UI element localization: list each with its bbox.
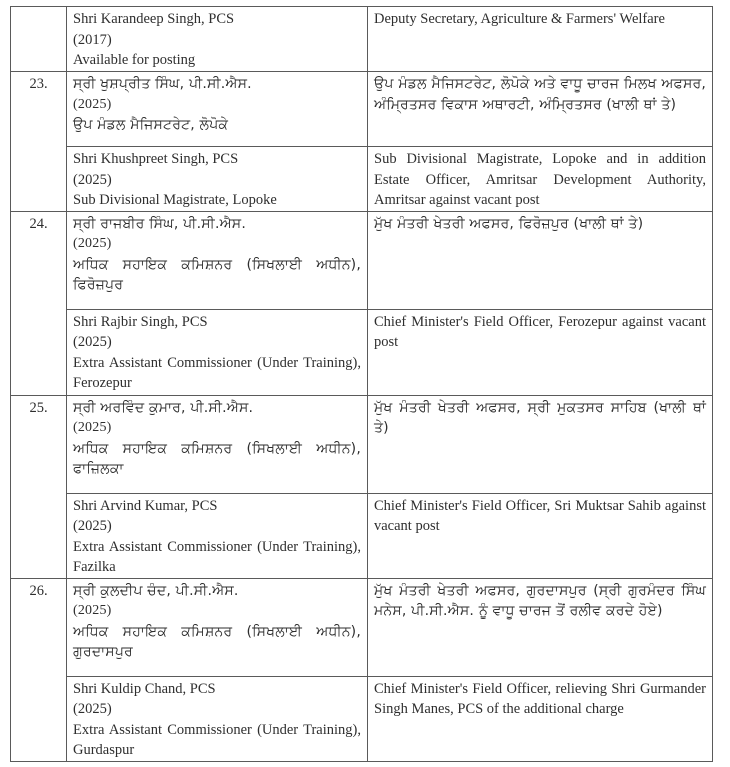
- serial-number: 23.: [11, 72, 67, 212]
- posting-cell-english: [368, 493, 713, 578]
- posting-text: ਉਪ ਮੰਡਲ ਮੈਜਿਸਟਰੇਟ, ਲੋਪੋਕੇ ਅਤੇ ਵਾਧੂ ਚਾਰਜ ਮਿਲਖ ਅਫਸਰ, ਅੰਮ੍ਰਿਤਸਰ ਵਿਕਾਸ ਅਥਾਰਟੀ, ਅੰਮ੍ਰਿਤਸਰ (ਖਾਲੀ ਥਾਂ ਤੇ): [374, 76, 706, 113]
- officer-batch: (2025): [73, 96, 112, 112]
- postings-table: [10, 6, 713, 762]
- posting-text: Deputy Secretary, Agriculture & Farmers' Welfare: [374, 11, 665, 27]
- officer-current-post: Extra Assistant Commissioner (Under Training), Ferozepur: [73, 354, 361, 391]
- officer-current-post: Extra Assistant Commissioner (Under Training), Gurdaspur: [73, 721, 361, 758]
- officer-name: Shri Rajbir Singh, PCS: [73, 313, 208, 330]
- officer-current-post: ਅਧਿਕ ਸਹਾਇਕ ਕਮਿਸ਼ਨਰ (ਸਿਖਲਾਈ ਅਧੀਨ), ਫਾਜ਼ਿਲਕਾ: [73, 440, 361, 477]
- officer-batch: (2025): [73, 701, 112, 717]
- officer-current-post: ਅਧਿਕ ਸਹਾਇਕ ਕਮਿਸ਼ਨਰ (ਸਿਖਲਾਈ ਅਧੀਨ), ਫਿਰੋਜ਼ਪੁਰ: [73, 256, 361, 293]
- posting-text: Chief Minister's Field Officer, Sri Muktsar Sahib against vacant post: [374, 497, 706, 534]
- officer-cell-punjabi: [67, 578, 368, 676]
- officer-current-post: Sub Divisional Magistrate, Lopoke: [73, 192, 277, 208]
- officer-batch: (2025): [73, 236, 112, 251]
- officer-current-post: Extra Assistant Commissioner (Under Training), Fazilka: [73, 538, 361, 575]
- posting-cell-english: [368, 309, 713, 395]
- officer-name: ਸ੍ਰੀ ਕੁਲਦੀਪ ਚੰਦ, ਪੀ.ਸੀ.ਐਸ.: [73, 582, 239, 599]
- table-row: [11, 676, 713, 761]
- officer-name: ਸ੍ਰੀ ਰਾਜਬੀਰ ਸਿੰਘ, ਪੀ.ਸੀ.ਐਸ.: [73, 215, 246, 232]
- posting-cell-punjabi: [368, 72, 713, 147]
- posting-text: Chief Minister's Field Officer, Ferozepur against vacant post: [374, 313, 706, 350]
- table-row: [11, 395, 713, 493]
- table-row: [11, 72, 713, 147]
- officer-name: Shri Arvind Kumar, PCS: [73, 497, 218, 514]
- officer-batch: (2025): [73, 334, 112, 350]
- serial-number: 25.: [11, 395, 67, 578]
- officer-current-post: Available for posting: [73, 52, 196, 68]
- serial-number: 24.: [11, 211, 67, 395]
- officer-cell-english: [67, 493, 368, 578]
- table-row: [11, 211, 713, 309]
- officer-cell-english: [67, 309, 368, 395]
- serial-number: [11, 7, 67, 72]
- posting-text: Sub Divisional Magistrate, Lopoke and in addition Estate Officer, Amritsar Development Authority, Amritsar against vacant post: [374, 151, 706, 208]
- table-row: [11, 309, 713, 395]
- officer-current-post: ਉਪ ਮੰਡਲ ਮੈਜਿਸਟਰੇਟ, ਲੋਪੋਕੇ: [73, 117, 229, 133]
- posting-cell-english: [368, 7, 713, 72]
- table-row: [11, 493, 713, 578]
- posting-cell-punjabi: [368, 395, 713, 493]
- posting-text: ਮੁੱਖ ਮੰਤਰੀ ਖੇਤਰੀ ਅਫਸਰ, ਗੁਰਦਾਸਪੁਰ (ਸ੍ਰੀ ਗੁਰਮੰਦਰ ਸਿੰਘ ਮਨੇਸ, ਪੀ.ਸੀ.ਐਸ. ਨੂੰ ਵਾਧੂ ਚਾਰਜ ਤੋਂ ਰਲੀਵ ਕਰਦੇ ਹੋਏ): [374, 582, 706, 619]
- table-row: [11, 578, 713, 676]
- posting-text: Chief Minister's Field Officer, relieving Shri Gurmander Singh Manes, PCS of the additional charge: [374, 680, 706, 717]
- posting-cell-english: [368, 147, 713, 212]
- officer-name: Shri Kuldip Chand, PCS: [73, 680, 216, 697]
- officer-cell-english: [67, 147, 368, 212]
- officer-name: Shri Khushpreet Singh, PCS: [73, 151, 239, 167]
- posting-text: ਮੁੱਖ ਮੰਤਰੀ ਖੇਤਰੀ ਅਫਸਰ, ਫਿਰੋਜ਼ਪੁਰ (ਖਾਲੀ ਥਾਂ ਤੇ): [374, 215, 644, 232]
- officer-current-post: ਅਧਿਕ ਸਹਾਇਕ ਕਮਿਸ਼ਨਰ (ਸਿਖਲਾਈ ਅਧੀਨ), ਗੁਰਦਾਸਪੁਰ: [73, 623, 361, 660]
- officer-name: Shri Karandeep Singh, PCS: [73, 11, 235, 27]
- officer-batch: (2025): [73, 420, 112, 435]
- officer-cell-punjabi: [67, 395, 368, 493]
- officer-batch: (2017): [73, 31, 112, 48]
- officer-name: ਸ੍ਰੀ ਅਰਵਿੰਦ ਕੁਮਾਰ, ਪੀ.ਸੀ.ਐਸ.: [73, 399, 254, 416]
- posting-cell-punjabi: [368, 211, 713, 309]
- posting-text: ਮੁੱਖ ਮੰਤਰੀ ਖੇਤਰੀ ਅਫਸਰ, ਸ੍ਰੀ ਮੁਕਤਸਰ ਸਾਹਿਬ (ਖਾਲੀ ਥਾਂ ਤੇ): [374, 399, 706, 436]
- officer-cell-punjabi: [67, 72, 368, 147]
- officer-batch: (2025): [73, 603, 112, 618]
- officer-cell-english: [67, 676, 368, 761]
- officer-batch: (2025): [73, 171, 112, 188]
- serial-number: 26.: [11, 578, 67, 761]
- posting-cell-english: [368, 676, 713, 761]
- posting-cell-punjabi: [368, 578, 713, 676]
- table-row: [11, 7, 713, 72]
- officer-cell-english: [67, 7, 368, 72]
- officer-cell-punjabi: [67, 211, 368, 309]
- table-row: [11, 147, 713, 212]
- officer-batch: (2025): [73, 518, 112, 534]
- officer-name: ਸ੍ਰੀ ਖੁਸ਼ਪ੍ਰੀਤ ਸਿੰਘ, ਪੀ.ਸੀ.ਐਸ.: [73, 76, 252, 92]
